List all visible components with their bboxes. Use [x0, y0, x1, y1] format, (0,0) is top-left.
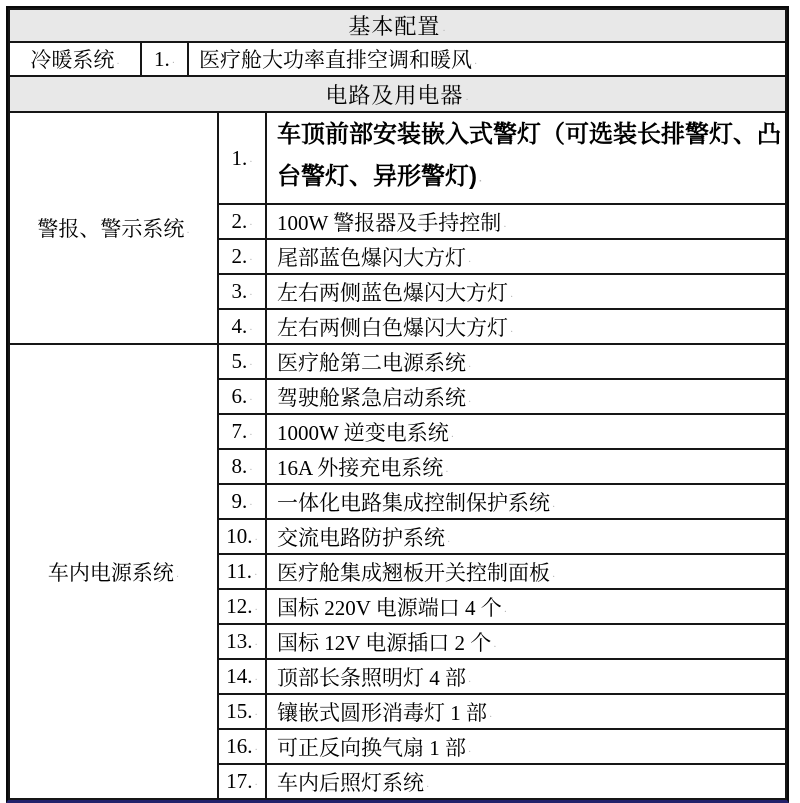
item-number-cell [218, 624, 266, 659]
electrical-table [8, 75, 787, 800]
item-description-cell [266, 519, 786, 554]
item-number: 4. · [231, 314, 252, 338]
item-description-cell [266, 554, 786, 589]
table-row [9, 344, 786, 379]
category-cell [9, 112, 218, 344]
item-number: 1. · [231, 146, 252, 170]
item-number: 2. · [231, 209, 252, 233]
item-number-cell [218, 112, 266, 204]
item-number-cell [218, 274, 266, 309]
item-description-cell [188, 42, 786, 76]
item-description: 驾驶舱紧急启动系统 · [277, 386, 471, 410]
item-description: 可正反向换气扇 1 部 · [277, 736, 471, 760]
item-description-cell [266, 729, 786, 764]
item-number-cell [218, 239, 266, 274]
item-description: 医疗舱大功率直排空调和暖风 · [199, 48, 477, 72]
item-number-cell [218, 519, 266, 554]
item-number-cell [218, 379, 266, 414]
category-label: 冷暖系统 · [30, 48, 119, 72]
document-page [6, 6, 789, 803]
item-description-cell [266, 112, 786, 204]
item-description: 尾部蓝色爆闪大方灯 · [277, 246, 471, 270]
item-number: 10. · [226, 524, 258, 548]
item-description: 左右两侧蓝色爆闪大方灯 · [277, 281, 513, 305]
item-number: 3. · [231, 279, 252, 303]
item-number: 13. · [226, 629, 258, 653]
item-description: 镶嵌式圆形消毒灯 1 部 · [277, 701, 492, 725]
section-header-basic-config [9, 9, 786, 42]
section-header-electrical-label: 电路及用电器 · [325, 83, 469, 108]
item-number: 14. · [226, 664, 258, 688]
item-number-cell [218, 309, 266, 344]
item-description: 交流电路防护系统 · [277, 526, 450, 550]
item-description: 车顶前部安装嵌入式警灯（可选装长排警灯、凸台警灯、异形警灯) · [277, 121, 781, 190]
item-description: 国标 12V 电源插口 2 个 · [277, 631, 497, 655]
electrical-tbody [9, 76, 786, 799]
item-description-cell [266, 589, 786, 624]
item-number: 2. · [231, 244, 252, 268]
item-description: 医疗舱第二电源系统 · [277, 351, 471, 375]
item-number: 11. · [227, 559, 258, 583]
item-description: 一体化电路集成控制保护系统 · [277, 491, 555, 515]
config-table [6, 6, 789, 803]
item-description: 国标 220V 电源端口 4 个 · [277, 596, 507, 620]
item-number-cell [218, 344, 266, 379]
section-header-row-basic [9, 9, 786, 42]
item-number: 17. · [226, 769, 258, 793]
item-number-cell [218, 204, 266, 239]
table-row-cooling [9, 42, 786, 76]
item-number: 5. · [231, 349, 252, 373]
item-description: 医疗舱集成翘板开关控制面板 · [277, 561, 555, 585]
item-number-cell [218, 414, 266, 449]
item-description-cell [266, 274, 786, 309]
item-number-cell [141, 42, 188, 76]
category-cell [9, 344, 218, 799]
basic-config-table [8, 8, 787, 77]
item-description-cell [266, 624, 786, 659]
item-description: 左右两侧白色爆闪大方灯 · [277, 316, 513, 340]
item-description-cell [266, 659, 786, 694]
item-description-cell [266, 484, 786, 519]
item-number: 8. · [231, 454, 252, 478]
item-description: 100W 警报器及手持控制 · [277, 211, 507, 235]
item-number-cell [218, 589, 266, 624]
item-number: 16. · [226, 734, 258, 758]
section-header-basic-config-label: 基本配置 · [348, 14, 446, 39]
item-description-cell [266, 239, 786, 274]
item-description-cell [266, 309, 786, 344]
item-number: 12. · [226, 594, 258, 618]
item-number: 1. · [154, 47, 175, 71]
item-description-cell [266, 344, 786, 379]
category-label: 警报、警示系统 · [37, 217, 189, 241]
item-number-cell [218, 694, 266, 729]
item-number: 6. · [231, 384, 252, 408]
item-number-cell [218, 729, 266, 764]
item-description-cell [266, 414, 786, 449]
category-label: 车内电源系统 · [48, 561, 179, 585]
item-number: 9. · [231, 489, 252, 513]
item-description-cell [266, 204, 786, 239]
item-number-cell [218, 554, 266, 589]
item-number: 15. · [226, 699, 258, 723]
item-description-cell [266, 379, 786, 414]
item-description-cell [266, 694, 786, 729]
item-description: 1000W 逆变电系统 · [277, 421, 454, 445]
item-number-cell [218, 484, 266, 519]
item-number: 7. · [231, 419, 252, 443]
section-header-electrical [9, 76, 786, 112]
item-number-cell [218, 659, 266, 694]
item-description: 顶部长条照明灯 4 部 · [277, 666, 471, 690]
item-description-cell [266, 449, 786, 484]
table-row [9, 112, 786, 204]
category-cell-cooling [9, 42, 141, 76]
item-description: 车内后照灯系统 · [277, 771, 429, 795]
section-header-row-electrical [9, 76, 786, 112]
item-number-cell [218, 449, 266, 484]
item-description: 16A 外接充电系统 · [277, 456, 449, 480]
